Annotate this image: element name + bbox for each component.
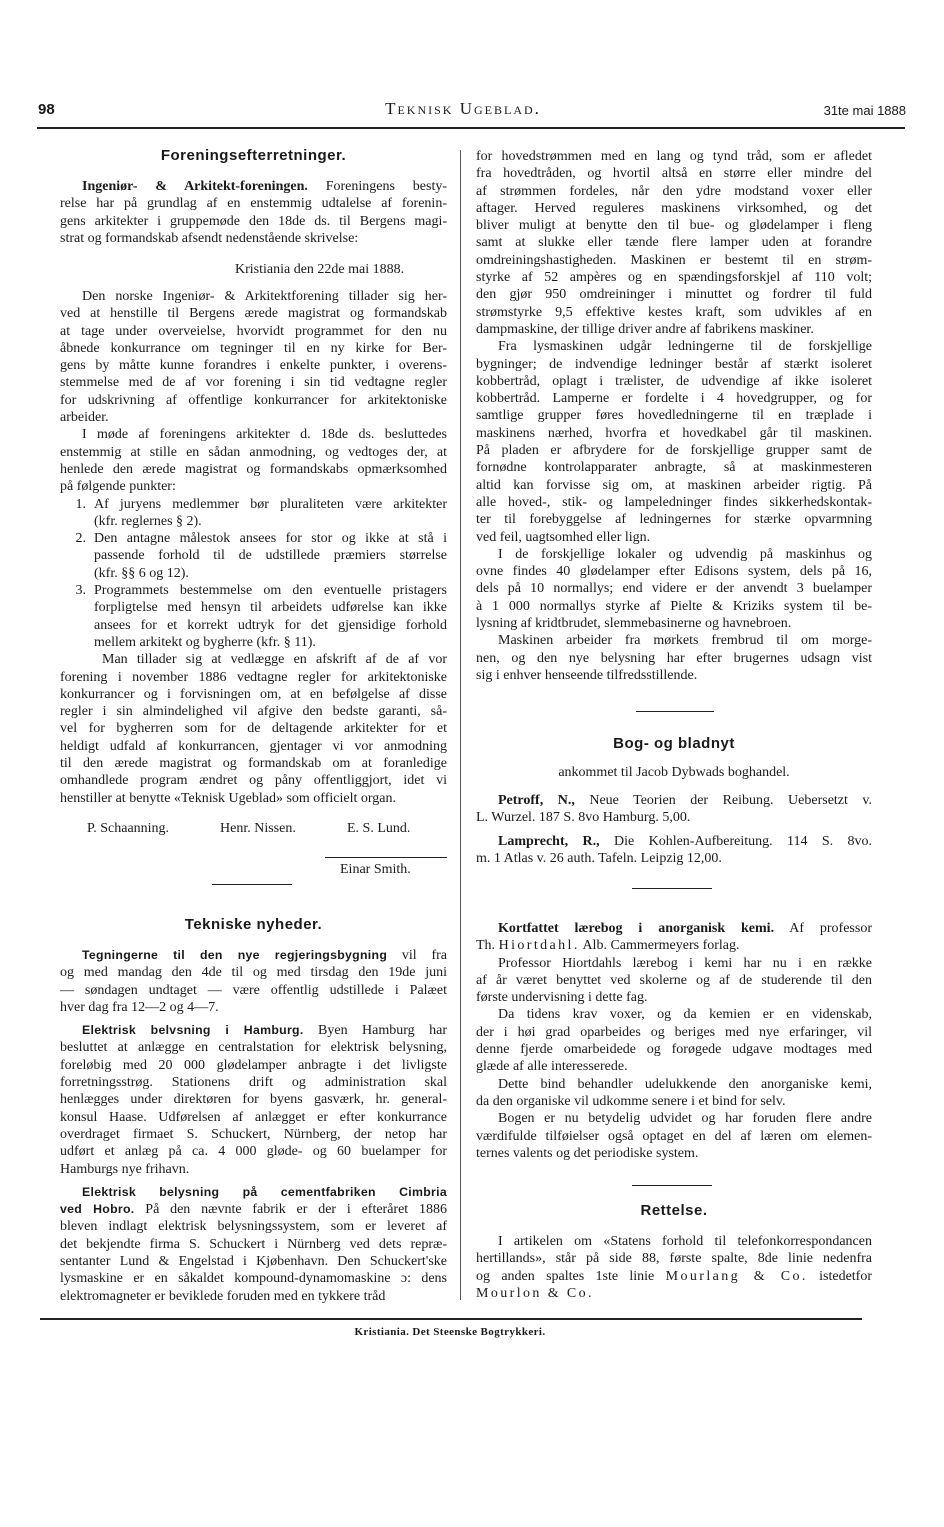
text-line: da den organiske vil udkomme senere i et bind for selv. [476,1093,786,1109]
text-segment: Th. [476,938,499,954]
text-line: omhandlede program ændret og påny offentliggjort, idet vi [60,773,447,789]
text-line: (kfr. §§ 6 og 12). [94,565,189,581]
emphasis-text: Ingeniør- & Arkitekt-foreningen. [82,179,308,194]
text-line: samtlige grupper føres hovedledningerne til en træplade i [476,408,872,424]
text-line: foreløbig med 20 000 glødelamper anbragte i det livligste [60,1057,447,1073]
text-line: ovne findes 40 glødelamper efter Edisons system, dels på 16, [476,564,872,580]
text-line: der i høi grad oparbeides og beriges med nye erfaringer, vil [476,1024,872,1040]
text-line: samt at slukke eller tænde flere lamper uden at forandre [476,235,872,251]
text-line: henlede den ærede magistrat og formandskabs opmærksomhed [60,461,447,477]
text-line: stemmelse med de af vor forening i sin tid vedtagne regler [60,375,447,391]
rettelse-body [476,1233,872,1302]
emphasis-text: Tegningerne til den nye regjeringsbygning [82,948,388,962]
text-line: relse har på grundlag af en enstemmig udtalelse af forenin- [60,196,447,212]
text-line: kobbertråd. Lamperne er fordelte i 4 hovedgrupper, og for [476,391,872,407]
text-line: Af juryens medlemmer bør pluraliteten være arkitekter [94,496,447,512]
text-line: af strømmen fordeles, når den ydre modstand voxer eller [476,183,872,199]
text-line: den gjør 950 omdreininger i minuttet og fordrer til fuld [476,287,872,303]
column-divider [460,150,461,1300]
text-line: enstemmig at stille en sådan anmodning, og vedtoges der, at [60,444,447,460]
text-segment: Alb. Cammermeyers forlag. [579,938,740,954]
emphasis-text: Kortfattet lærebog i anorganisk kemi. [498,921,775,936]
text-line: lysning af kridtbrudet, slemmebasinerne og havnebroen. [476,616,792,632]
text-line: I artikelen om «Statens forhold til telefonkorrespondancen [498,1234,872,1249]
signature: Einar Smith. [340,862,411,877]
text-line: fornødne kontrolapparater anbragte, så at maskinmesteren [476,460,872,476]
text-line: mellem arkitekt og bygherre (kfr. § 11). [94,634,316,650]
text-line: nen, og den nye belysning har efter brugernes udsagn vist [476,650,872,666]
emphasis-text: Mourlon & Co. [476,1285,594,1301]
emphasis-text: ved Hobro. [60,1202,135,1217]
text-line: vel for bygherren som for de deltagende arkitekter for et [60,721,447,737]
list-item-text [94,530,447,582]
text-line: forpligtelse med hensyn til arbeidets udførelse kan ikke [94,600,447,616]
page-number: 98 [38,101,55,118]
text-line: Den norske Ingeniør- & Arkitektforening tillader sig her- [82,289,447,304]
text-line [60,178,447,195]
text-line: elektromagneter er beviklede foruden med en tykkere tråd [60,1288,386,1304]
section-separator [632,888,712,889]
text-line: forretningsstrøg. Stationens drift og administration skal [60,1075,447,1091]
text-line: forening i november 1886 vedtagne regler for arkitektoniske [60,669,447,685]
text-line: På pladen er afbrydere for de forskjellige grupper samt de [476,443,872,459]
list-number: 1. [75,496,86,512]
text-line: m. 1 Atlas v. 26 auth. Tafeln. Leipzig 12,00. [476,850,722,866]
section-title-rettelse: Rettelse. [640,1202,708,1219]
text-line: glæde af alle interesserede. [476,1059,628,1075]
text-line: Man tillader sig at vedlægge en afskrift af de af vor [102,652,447,668]
journal-title: Teknisk Ugeblad. [385,99,541,118]
text-line: Den antagne målestok ansees for stor og ikke at stå i [94,531,447,547]
list-item [60,582,447,651]
text-line: ansees for et korrekt udtryk for det gjensidige forhold [94,617,447,633]
printer-imprint: Kristiania. Det Steenske Bogtrykkeri. [354,1326,546,1338]
section-separator [212,884,292,885]
text-segment: Neue Teorien der Reibung. Uebersetzt v. [574,793,872,808]
list-number: 3. [75,583,86,599]
text-line: heldigt udfald af konkurrancen, gjentager vi vor anmodning [60,738,447,754]
section-title-tekniske-nyheder: Tekniske nyheder. [184,916,323,933]
text-line: maskinens nærhed, hvorfra et hovedkabel går til maskinen. [476,425,872,441]
text-line: ter til forebyggelse af ledningernes for stærke opvarmning [476,512,872,528]
text-line: hver dag fra 12—2 og 4—7. [60,999,219,1015]
text-line: fra hovedtråden, og hvortil altså en større eller mindre del [476,166,872,182]
text-line: strat og formandskab afsendt nedenstående skrivelse: [60,230,359,246]
text-line: Programmets bestemmelse om den eventuelle pristagers [94,583,447,599]
text-line: gens by måtte kunne forandres i enkelte punkter, i overens- [60,358,447,374]
text-line: styrke af 52 ampères og en spændingsforskjel af 110 volt; [476,270,872,286]
continuation-body [476,148,872,684]
text-line: gens arkitekter i gruppemøde den 18de ds. til Bergens magi- [60,213,447,229]
text-segment: og anden spaltes 1ste linie [476,1268,666,1284]
emphasis-text: Mourlang & Co. [665,1268,808,1284]
text-line: I de forskjellige lokaler og udvendig på maskinhus og [498,546,872,562]
text-segment: På den nævnte fabrik er der i efteråret 1886 [134,1202,447,1218]
emphasis-text: Elektrisk belvsning i Hamburg. [82,1023,304,1038]
emphasis-text: Elektrisk belysning på cementfabriken Cimbria [82,1184,447,1199]
text-line [476,1268,872,1285]
header-rule [37,127,905,129]
text-line: dampmaskine, der tillige driver andre af fabrikens maskiner. [476,321,814,337]
text-line [60,1184,447,1201]
text-line: af år været benyttet ved skolerne og af de studerende til den [476,972,872,988]
text-line: konkurrancer og i forvisningen om, at en befølgelse af disse [60,686,447,702]
text-line [476,792,872,809]
text-line [476,920,872,937]
emphasis-text: Hiortdahl. [498,938,580,954]
text-line: Maskinen arbeider fra mørkets frembrud til om morge- [498,633,872,649]
text-line [60,1022,447,1039]
text-segment: Byen Hamburg har [303,1023,447,1039]
emphasis-text: Petroff, N., [498,793,575,808]
text-segment: vil fra [387,948,447,963]
text-line: på følgende punkter: [60,479,176,495]
text-line [60,947,447,964]
text-line: I møde af foreningens arkitekter d. 18de ds. besluttedes [82,427,447,443]
text-line: til den ærede magistrat og formandskab om at foranledige [60,756,447,772]
text-segment: Foreningens besty- [307,179,447,194]
list-item-text [94,582,447,651]
text-line: det bekjendte firma S. Schuckert i Nürnberg ved dets repræ- [60,1236,447,1252]
text-line: kobbertråd, oplagt i trælister, de udvendige af ikke isoleret [476,373,872,389]
issue-date: 31te mai 1888 [823,103,906,118]
text-segment: Af professor [774,921,872,936]
text-line [476,1285,872,1302]
text-line [476,833,872,850]
text-line: Hamburgs nye frihavn. [60,1161,190,1177]
text-line: Professor Hiortdahls lærebog i kemi har nu i en række [498,955,872,971]
letter-body [60,288,447,807]
text-line: bygninger; de indvendige ledninger består af stærkt isoleret [476,356,872,372]
text-line: à 1 000 normallys styrke af Pielte & Kriziks system til be- [476,598,872,614]
text-line: hertillands», står på side 88, første spalte, 8de linie nedenfra [476,1251,872,1267]
text-line: sig i enhver henseende tilfredsstillende. [476,667,698,683]
section-separator [632,1185,712,1186]
text-line: ved feil, uagtsomhed eller lign. [476,529,651,545]
text-line: sentanter Lund & Engelstad i Kjøbenhavn. Den Schuckert'ske [60,1254,447,1270]
text-line: udført et anlæg på ca. 4 000 gløde- og 60 buelamper for [60,1144,447,1160]
text-line: aftager. Herved reguleres maskinens virksomhed, og det [476,200,872,216]
text-line: for hovedstrømmen med en lang og tynd tråd, som er afledet [476,149,872,164]
text-line [60,1201,447,1218]
text-line: (kfr. reglernes § 2). [94,513,202,529]
list-item [60,530,447,582]
text-line [476,937,872,954]
text-segment: istedetfor [807,1268,873,1284]
text-line: bliver muligt at benytte den til bue- og glødelamper i fleng [476,218,872,234]
signature-rule [325,857,447,858]
dateline: Kristiania den 22de mai 1888. [235,262,405,277]
text-line: passende forhold til de udstillede præmiers størrelse [94,548,447,564]
laerebog-review [476,920,872,1162]
text-line: strømstyrke 9,5 effektive kestes kraft, som udvikles af en [476,304,872,320]
book-entries [476,792,872,867]
text-line: regler i sin almindelighed vil afgive den bedste garanti, så- [60,704,447,720]
text-line: — søndagen undtaget — være offentlig udstillede i Palæet [60,982,447,998]
text-line: dels på 10 normallys; end videre er der anvendt 3 buelamper [476,581,872,597]
text-line: altid kan forvisse sig om, at maskinen arbeider rigtig. På [476,477,872,493]
text-line: henlægges under direktøren for byens gasværk, hr. general- [60,1092,447,1108]
signature: E. S. Lund. [347,821,411,836]
signature: P. Schaanning. [87,821,170,836]
news-body [60,947,447,1305]
text-line: arbeider. [60,410,109,426]
foreningen-intro [60,178,447,247]
text-segment: Die Kohlen-Aufbereitung. 114 S. 8vo. [599,833,873,849]
text-line: ternes valents og det periodiske system. [476,1145,699,1161]
text-line: omdreiningshastigheden. Maskinen er bestemt til en strøm- [476,252,872,268]
text-line: Fra lysmaskinen udgår ledningerne til de forskjellige [498,339,872,355]
text-line: besluttet at anlægge en centralstation for elektrisk belysning, [60,1040,447,1056]
emphasis-text: Lamprecht, R., [498,833,600,849]
text-line: og med mandag den 4de til og med tirsdag den 19de juni [60,965,447,981]
text-line: ved at henstille til Bergens ærede magistrat og formandskab [60,306,447,322]
section-separator [636,711,714,712]
text-line: overdraget firmaet S. Schuckert, Nürnberg, der netop har [60,1126,447,1142]
text-line: at tage under overveielse, hvorvidt programmet for den nu [60,323,447,339]
section-title-bog-og-bladnyt: Bog- og bladnyt [613,735,735,752]
text-line: Dette bind behandler udelukkende den anorganiske kemi, [498,1076,872,1092]
text-line: lysmaskine er en såkaldet kompound-dynamomaskine ɔ: dens [60,1271,447,1287]
text-line: L. Wurzel. 187 S. 8vo Hamburg. 5,00. [476,810,691,826]
text-line: konsul Haase. Udførelsen af anlægget er efter konkurrance [60,1109,447,1125]
text-line: første undervisning i dette fag. [476,990,648,1006]
footer-rule [40,1318,862,1320]
section-title-foreningsefterretninger: Foreningsefterretninger. [160,147,347,164]
list-item [60,496,447,531]
text-line: for udskrivning af offentlige konkurrancer for arkitektoniske [60,392,447,408]
bog-subtitle: ankommet til Jacob Dybwads boghandel. [558,765,790,780]
list-number: 2. [75,531,86,547]
text-line: Da tidens krav voxer, og da kemien er en videnskab, [498,1007,872,1023]
list-item-text [94,496,447,531]
text-line: alle hoved-, stik- og lampeledninger findes sikkerhedskontak- [476,494,872,510]
text-line: Bogen er nu betydelig udvidet og har foruden flere andre [498,1111,872,1127]
text-line: bleven indlagt elektrisk belysningssystem, som er leveret af [60,1219,447,1235]
text-line: værdifulde tilføielser også optaget en del af læren om elemen- [476,1128,872,1144]
text-line: denne fjerde omarbeidede og forøgede udgave modtages med [476,1042,872,1058]
signature: Henr. Nissen. [220,821,296,836]
text-line: henstiller at benytte «Teknisk Ugeblad» som officielt organ. [60,790,396,806]
text-line: åbnede konkurrance om tegninger til en ny kirke for Ber- [60,340,447,356]
